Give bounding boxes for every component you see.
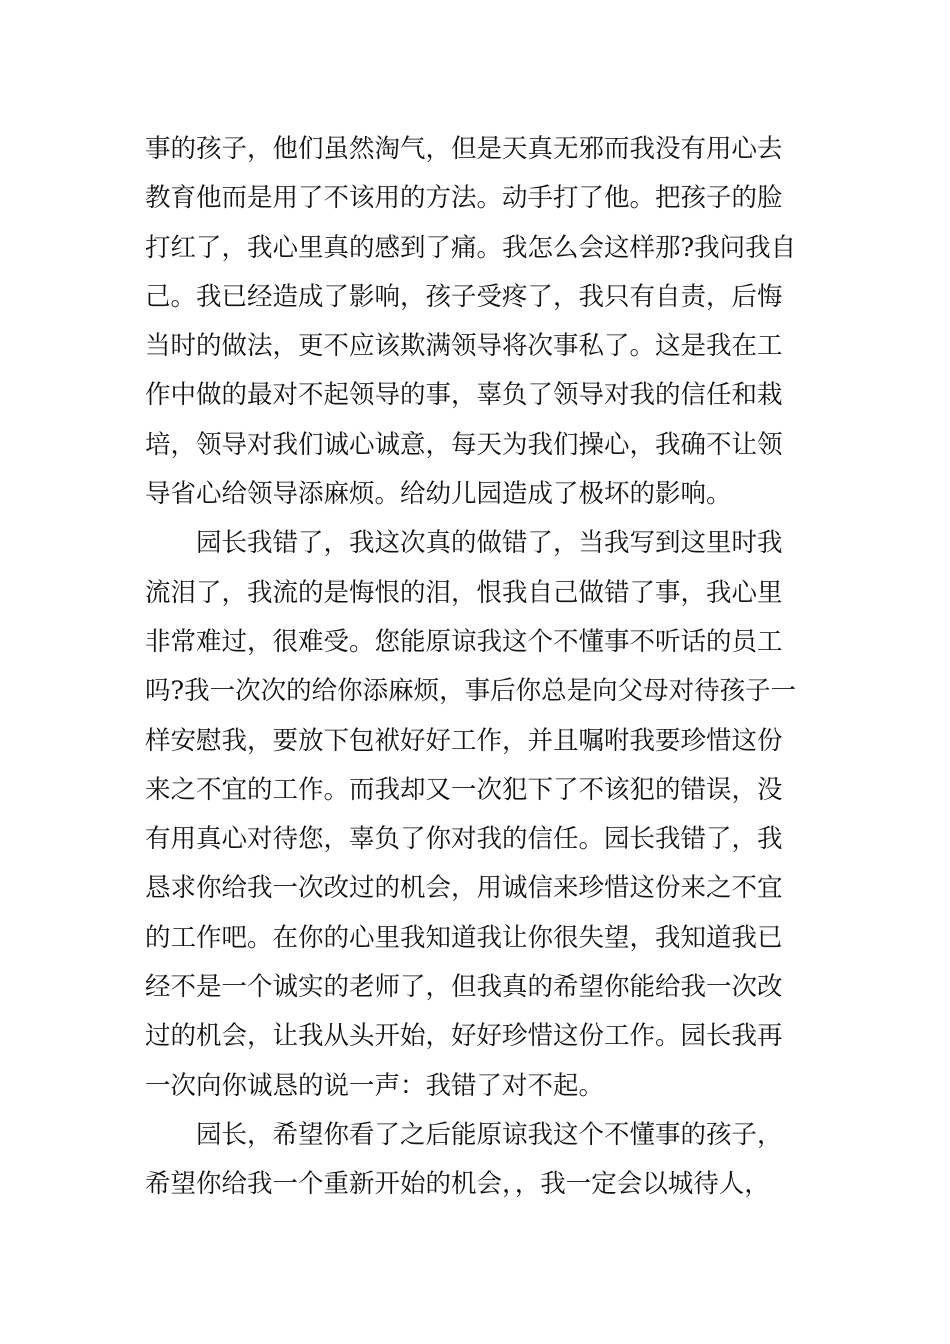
text-line: 的工作吧。在你的心里我知道我让你很失望，我知道我已 — [145, 922, 783, 953]
text-line: 事的孩子，他们虽然淘气，但是天真无邪而我没有用心去 — [145, 134, 783, 164]
text-line: 希望你给我一个重新开始的机会，，我一定会以城待人， — [145, 1169, 770, 1200]
body-text — [145, 125, 810, 1210]
text-line: 当时的做法，更不应该欺满领导将次事私了。这是我在工 — [145, 331, 783, 362]
text-line: 园长我错了，我这次真的做错了，当我写到这里时我 — [145, 528, 783, 559]
text-line: 培，领导对我们诚心诚意，每天为我们操心，我确不让领 — [145, 429, 783, 460]
text-line: 教育他而是用了不该用的方法。动手打了他。把孩子的脸 — [145, 183, 783, 214]
text-line: 非常难过，很难受。您能原谅我这个不懂事不听话的员工 — [145, 626, 783, 657]
text-line: 来之不宜的工作。而我却又一次犯下了不该犯的错误，没 — [145, 774, 783, 805]
text-line: 一次向你诚恳的说一声：我错了对不起。 — [145, 1070, 605, 1101]
text-line: 流泪了，我流的是悔恨的泪，恨我自己做错了事，我心里 — [145, 577, 783, 608]
text-line: 吗?我一次次的给你添麻烦，事后你总是向父母对待孩子一 — [145, 676, 797, 707]
text-line: 恳求你给我一次改过的机会，用诚信来珍惜这份来之不宜 — [145, 873, 783, 904]
text-line: 有用真心对待您，辜负了你对我的信任。园长我错了，我 — [145, 824, 783, 855]
text-line: 园长，希望你看了之后能原谅我这个不懂事的孩子， — [145, 1119, 783, 1150]
text-line: 经不是一个诚实的老师了，但我真的希望你能给我一次改 — [145, 972, 783, 1003]
text-line: 样安慰我，要放下包袱好好工作，并且嘱咐我要珍惜这份 — [145, 725, 783, 756]
text-line: 导省心给领导添麻烦。给幼儿园造成了极坏的影响。 — [145, 479, 732, 510]
text-line: 打红了，我心里真的感到了痛。我怎么会这样那?我问我自 — [145, 232, 797, 263]
text-line: 作中做的最对不起领导的事，辜负了领导对我的信任和栽 — [145, 380, 783, 411]
text-line: 己。我已经造成了影响，孩子受疼了，我只有自责，后悔 — [145, 281, 783, 312]
text-line: 过的机会，让我从头开始，好好珍惜这份工作。园长我再 — [145, 1021, 783, 1052]
